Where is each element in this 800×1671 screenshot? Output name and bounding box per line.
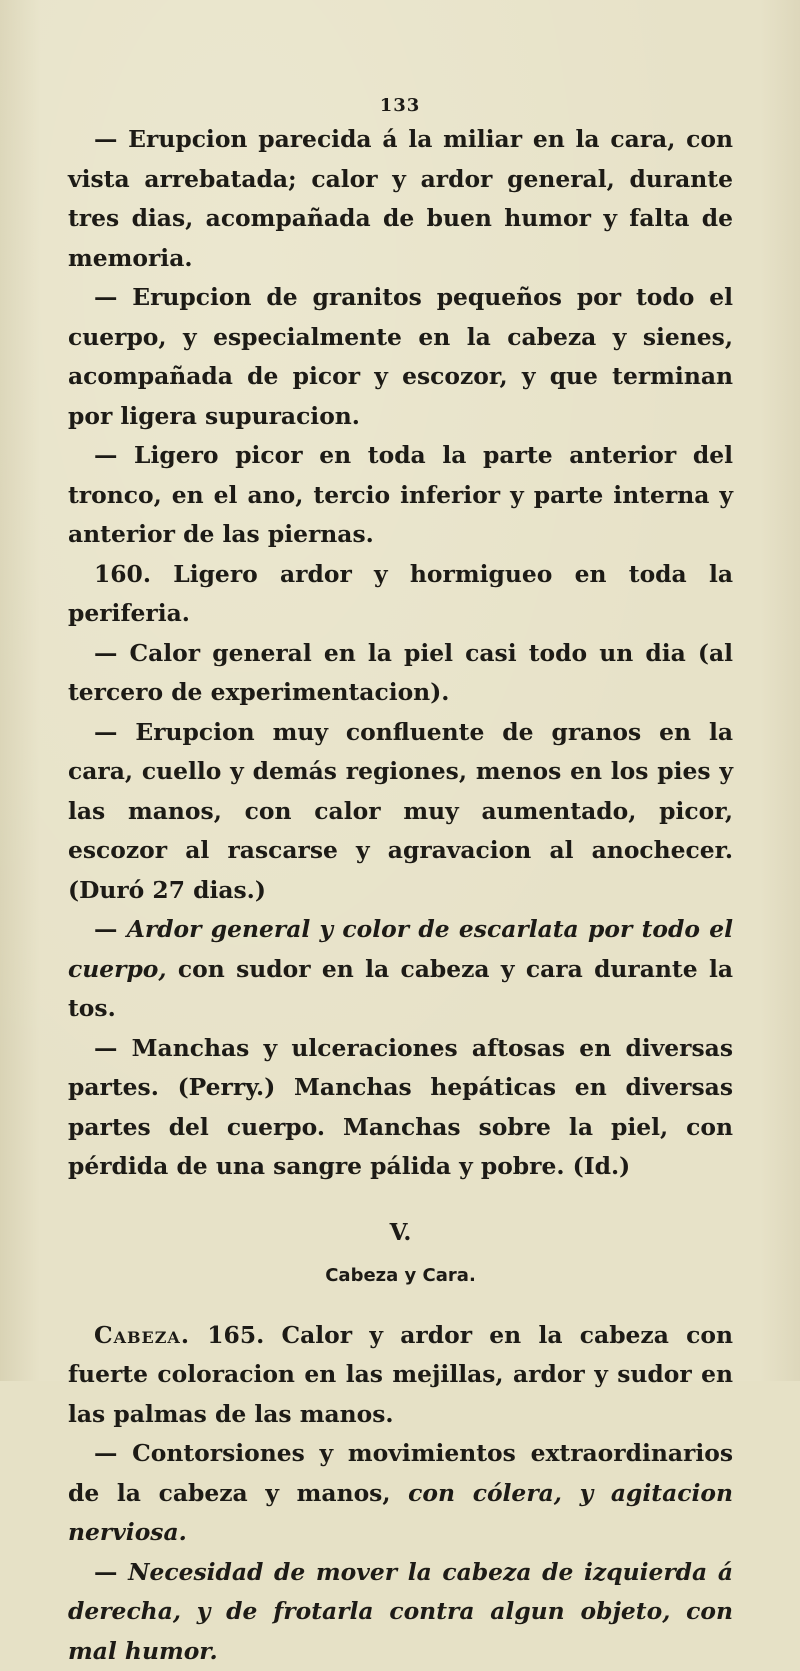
paragraph-text: — Contorsiones y movimientos extraordinarios de la cabeza y manos, (68, 1439, 733, 1507)
paragraph (68, 555, 733, 634)
paragraphs-before-section (68, 120, 733, 1187)
paragraph-text: — Ligero picor en toda la parte anterior del tronco, en el ano, tercio inferior y parte interna y anterior de las piernas. (68, 441, 733, 548)
paragraph-text: — Erupcion de granitos pequeños por todo el cuerpo, y especialmente en la cabeza y sienes, acompañada de picor y escozor, y que terminan por ligera supuracion. (68, 283, 733, 430)
smallcaps-heading: Cabeza. (94, 1321, 190, 1349)
paragraph (68, 910, 733, 1029)
paragraph-text: — Manchas y ulceraciones aftosas en diversas partes. (Perry.) Manchas hepáticas en diversas partes del cuerpo. Manchas sobre la piel, con pérdida de una sangre pálida y pobre. (Id.) (68, 1034, 733, 1181)
page-number: 133 (0, 95, 800, 116)
italic-text: Necesidad de mover la cabeza de izquierda á derecha, y de frotarla contra algun objeto, con mal humor. (68, 1558, 733, 1665)
paragraph-text: — (94, 915, 127, 943)
paragraph-text: 165. Calor y ardor en la cabeza con fuerte coloracion en las mejillas, ardor y sudor en las palmas de las manos. (68, 1321, 733, 1428)
paragraphs-after-section (68, 1316, 733, 1671)
paragraph (68, 634, 733, 713)
section-number: V. (68, 1213, 733, 1253)
paragraph-text: — (94, 1558, 128, 1586)
paragraph (68, 1316, 733, 1435)
paragraph-text: 160. Ligero ardor y hormigueo en toda la periferia. (68, 560, 733, 628)
paragraph (68, 278, 733, 436)
paragraph (68, 1029, 733, 1187)
italic-text: con cólera, y agitacion nerviosa. (68, 1479, 733, 1547)
paragraph (68, 1553, 733, 1671)
paragraph-text: — Erupcion muy confluente de granos en la cara, cuello y demás regiones, menos en los pies y las manos, con calor muy aumentado, picor, escozor al rascarse y agravacion al anochecer. (Duró 27 dias.) (68, 718, 733, 904)
paragraph (68, 120, 733, 278)
paragraph (68, 1434, 733, 1553)
paragraph-text: — Calor general en la piel casi todo un dia (al tercero de experimentacion). (68, 639, 733, 707)
page-body (68, 120, 733, 1671)
paragraph (68, 713, 733, 911)
italic-text: Ardor general y color de escarlata por todo el cuerpo, (68, 915, 733, 983)
paragraph-text: con sudor en la cabeza y cara durante la tos. (68, 955, 733, 1023)
section-title: Cabeza y Cara. (68, 1256, 733, 1296)
paragraph-text: — Erupcion parecida á la miliar en la cara, con vista arrebatada; calor y ardor general, durante tres dias, acompañada de buen humor y falta de memoria. (68, 125, 733, 272)
paragraph (68, 436, 733, 555)
